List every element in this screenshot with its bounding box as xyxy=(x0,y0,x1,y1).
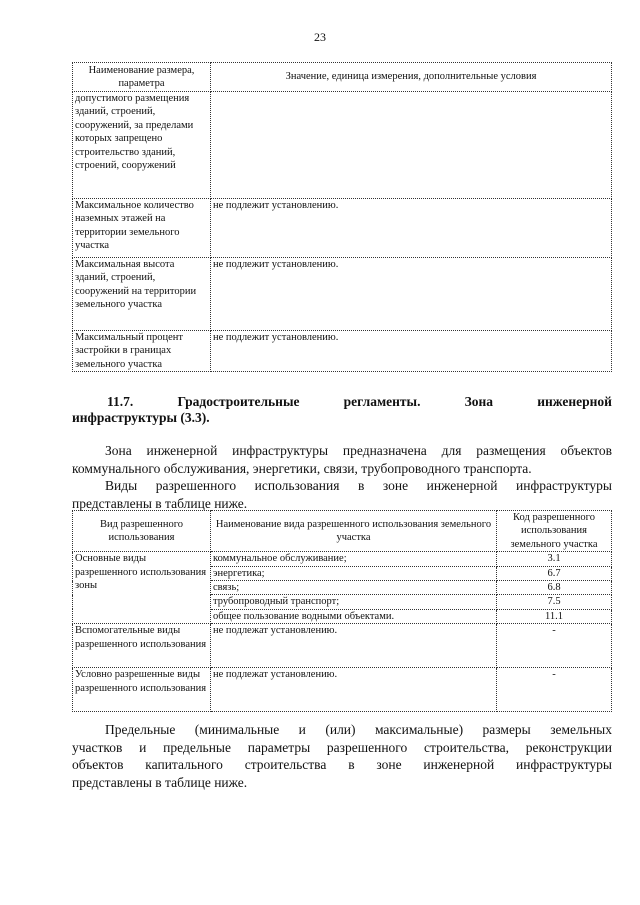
use-code: 6.7 xyxy=(497,566,612,580)
main-uses-label: Основные виды разрешенного использования зоны xyxy=(73,552,211,624)
use-name: энергетика; xyxy=(211,566,497,580)
section-heading xyxy=(72,394,612,426)
param-cell: Максимальное количество наземных этажей на территории земельного участка xyxy=(73,199,211,258)
text-line: Предельные (минимальные и (или) максимальные) размеры земельных xyxy=(105,722,612,737)
section-word: Градостроительные xyxy=(177,394,300,409)
use-code: 7.5 xyxy=(497,595,612,609)
page-number: 23 xyxy=(314,30,326,44)
table-row xyxy=(73,668,612,712)
param-cell: Максимальная высота зданий, строений, сооружений на территории земельного участка xyxy=(73,258,211,331)
use-name: общее пользование водными объектами. xyxy=(211,609,497,623)
aux-uses-label: Вспомогательные виды разрешенного использования xyxy=(73,624,211,668)
table-row xyxy=(73,624,612,668)
text-line: Зона инженерной инфраструктуры предназначена для размещения объектов xyxy=(105,443,612,458)
header-value: Значение, единица измерения, дополнительные условия xyxy=(211,63,612,92)
param-cell: допустимого размещения зданий, строений, сооружений, за пределами которых запрещено строительство зданий, строений, сооружений xyxy=(73,92,211,199)
use-code: 3.1 xyxy=(497,552,612,566)
use-code: 11.1 xyxy=(497,609,612,623)
text-line: участков и предельные параметры разрешенного строительства, реконструкции xyxy=(72,739,612,755)
parameters-table xyxy=(72,62,612,372)
paragraph-limits xyxy=(72,721,612,791)
table-row xyxy=(73,258,612,331)
param-cell: Максимальный процент застройки в границах земельного участка xyxy=(73,331,211,372)
text-line: объектов капитального строительства в зоне инженерной инфраструктуры xyxy=(72,757,612,772)
section-word: Зона xyxy=(464,394,494,409)
permitted-use-table xyxy=(72,510,612,712)
table-header-row xyxy=(73,63,612,92)
use-name: связь; xyxy=(211,581,497,595)
use-name: не подлежат установлению. xyxy=(211,624,497,668)
conditional-uses-label: Условно разрешенные виды разрешенного использования xyxy=(73,668,211,712)
use-code: - xyxy=(497,624,612,668)
text-line: Виды разрешенного использования в зоне инженерной инфраструктуры xyxy=(105,478,612,493)
table-row xyxy=(73,552,612,566)
value-cell xyxy=(211,92,612,199)
value-cell: не подлежит установлению. xyxy=(211,258,612,331)
value-cell: не подлежит установлению. xyxy=(211,331,612,372)
section-number: 11.7. xyxy=(107,394,134,409)
value-cell: не подлежит установлению. xyxy=(211,199,612,258)
use-name: не подлежат установлению. xyxy=(211,668,497,712)
text-line: коммунального обслуживания, энергетики, связи, трубопроводного транспорта. xyxy=(72,460,532,476)
section-word: регламенты. xyxy=(343,394,421,409)
section-title-line2: инфраструктуры (3.3). xyxy=(72,410,210,425)
table-header-row xyxy=(73,511,612,552)
use-code: 6.8 xyxy=(497,581,612,595)
use-name: коммунальное обслуживание; xyxy=(211,552,497,566)
use-code: - xyxy=(497,668,612,712)
table-row xyxy=(73,199,612,258)
header-parameter: Наименование размера, параметра xyxy=(73,63,211,92)
header-use-code: Код разрешенного использования земельного участка xyxy=(497,511,612,552)
text-line: представлены в таблице ниже. xyxy=(72,495,248,511)
table-row xyxy=(73,92,612,199)
text-line: представлены в таблице ниже. xyxy=(72,774,248,790)
paragraph-permitted-uses xyxy=(72,477,612,512)
paragraph-purpose xyxy=(72,442,612,477)
table-row xyxy=(73,331,612,372)
header-use-type: Вид разрешенного использования xyxy=(73,511,211,552)
use-name: трубопроводный транспорт; xyxy=(211,595,497,609)
section-word: инженерной xyxy=(537,394,612,409)
header-use-name: Наименование вида разрешенного использования земельного участка xyxy=(211,511,497,552)
